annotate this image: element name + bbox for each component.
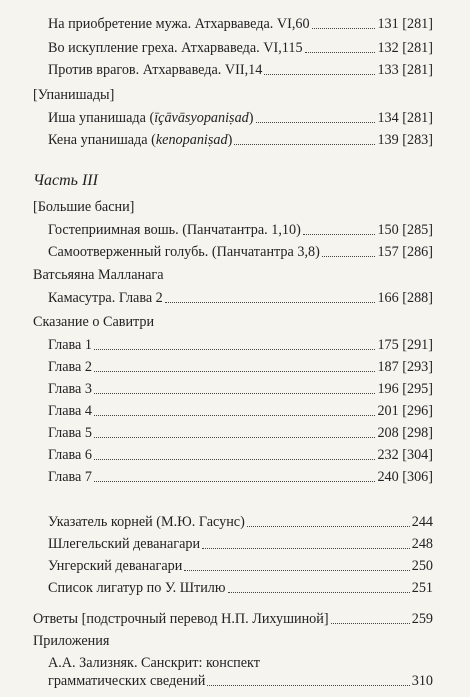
dot-leader — [94, 393, 375, 394]
dot-leader — [94, 415, 375, 416]
toc-entry — [48, 468, 433, 486]
dot-leader — [305, 52, 376, 53]
entry-page: 201 [296] — [377, 403, 433, 419]
entry-title: Глава 7 — [48, 469, 92, 485]
entry-title: Гостеприимная вошь. (Панчатантра. 1,10) — [48, 222, 301, 238]
entry-page: 132 [281] — [377, 40, 433, 56]
entry-page: 187 [293] — [377, 359, 433, 375]
toc-entry — [48, 336, 433, 354]
toc-entry — [48, 39, 433, 57]
toc-entry — [48, 61, 433, 79]
entry-page: 196 [295] — [377, 381, 433, 397]
entry-title: Шлегельский деванагари — [48, 536, 201, 552]
entry-page: 134 [281] — [377, 110, 433, 126]
toc-entry — [48, 109, 433, 127]
entry-page: 232 [304] — [377, 447, 433, 463]
dot-leader — [184, 570, 409, 571]
dot-leader — [94, 437, 375, 438]
dot-leader — [247, 526, 410, 527]
dot-leader — [207, 685, 409, 686]
toc-entry — [48, 15, 433, 33]
dot-leader — [94, 481, 375, 482]
dot-leader — [331, 623, 410, 624]
entry-page: 248 — [411, 536, 433, 552]
entry-page: 251 — [411, 580, 433, 596]
entry-title: Унгерский деванагари — [48, 558, 183, 574]
dot-leader — [228, 592, 410, 593]
entry-page: 131 [281] — [377, 16, 433, 32]
section-heading-fables: [Большие басни] — [33, 199, 135, 215]
entry-title-line1: А.А. Зализняк. Санскрит: конспект — [48, 655, 260, 671]
entry-page: 150 [285] — [377, 222, 433, 238]
entry-page: 175 [291] — [377, 337, 433, 353]
toc-entry — [48, 424, 433, 442]
entry-title: На приобретение мужа. Атхарваведа. VI,60 — [48, 16, 310, 32]
entry-title: Кена упанишада (kenopaniṣad) — [48, 132, 233, 148]
section-heading-appendices: Приложения — [33, 633, 110, 649]
section-heading-savitri: Сказание о Савитри — [33, 314, 155, 330]
toc-entry — [48, 221, 433, 239]
dot-leader — [202, 548, 410, 549]
dot-leader — [322, 256, 376, 257]
entry-page: 208 [298] — [377, 425, 433, 441]
entry-page: 240 [306] — [377, 469, 433, 485]
entry-page: 310 — [411, 673, 433, 689]
toc-entry — [48, 535, 433, 553]
entry-title: Список лигатур по У. Штилю — [48, 580, 226, 596]
entry-page: 157 [286] — [377, 244, 433, 260]
entry-title: Против врагов. Атхарваведа. VII,14 — [48, 62, 263, 78]
entry-title: Глава 2 — [48, 359, 92, 375]
entry-title: Глава 3 — [48, 381, 92, 397]
entry-page: 166 [288] — [377, 290, 433, 306]
entry-page: 259 — [411, 611, 433, 627]
dot-leader — [94, 371, 375, 372]
toc-entry — [48, 380, 433, 398]
toc-entry — [48, 672, 433, 690]
entry-title: Самоотверженный голубь. (Панчатантра 3,8) — [48, 244, 320, 260]
toc-entry — [48, 402, 433, 420]
entry-page: 244 — [411, 514, 433, 530]
entry-page: 133 [281] — [377, 62, 433, 78]
dot-leader — [303, 234, 376, 235]
entry-title: Глава 4 — [48, 403, 92, 419]
entry-title: Во искупление греха. Атхарваведа. VI,115 — [48, 40, 303, 56]
entry-title: Иша упанишада (īçāvāsyopaniṣad) — [48, 110, 254, 126]
dot-leader — [234, 144, 375, 145]
entry-page: 250 — [411, 558, 433, 574]
entry-title: Указатель корней (М.Ю. Гасунс) — [48, 514, 245, 530]
toc-entry — [33, 610, 433, 628]
entry-title-line2: грамматических сведений — [48, 673, 206, 689]
dot-leader — [94, 459, 375, 460]
toc-entry — [48, 579, 433, 597]
toc-entry — [48, 557, 433, 575]
dot-leader — [165, 302, 376, 303]
toc-entry — [48, 513, 433, 531]
dot-leader — [256, 122, 376, 123]
toc-entry — [48, 358, 433, 376]
toc-entry — [48, 243, 433, 261]
toc-entry — [48, 289, 433, 307]
entry-title: Глава 5 — [48, 425, 92, 441]
entry-title: Камасутра. Глава 2 — [48, 290, 163, 306]
dot-leader — [312, 28, 376, 29]
entry-title: Глава 1 — [48, 337, 92, 353]
toc-entry — [48, 131, 433, 149]
section-heading-upanishads: [Упанишады] — [33, 87, 115, 103]
entry-title: Ответы [подстрочный перевод Н.П. Лихушиной] — [33, 611, 329, 627]
part-title: Часть III — [33, 172, 98, 189]
dot-leader — [264, 74, 375, 75]
dot-leader — [94, 349, 375, 350]
entry-title: Глава 6 — [48, 447, 92, 463]
entry-page: 139 [283] — [377, 132, 433, 148]
toc-entry — [48, 446, 433, 464]
section-heading-vatsyayana: Ватсьяяна Малланага — [33, 267, 164, 283]
